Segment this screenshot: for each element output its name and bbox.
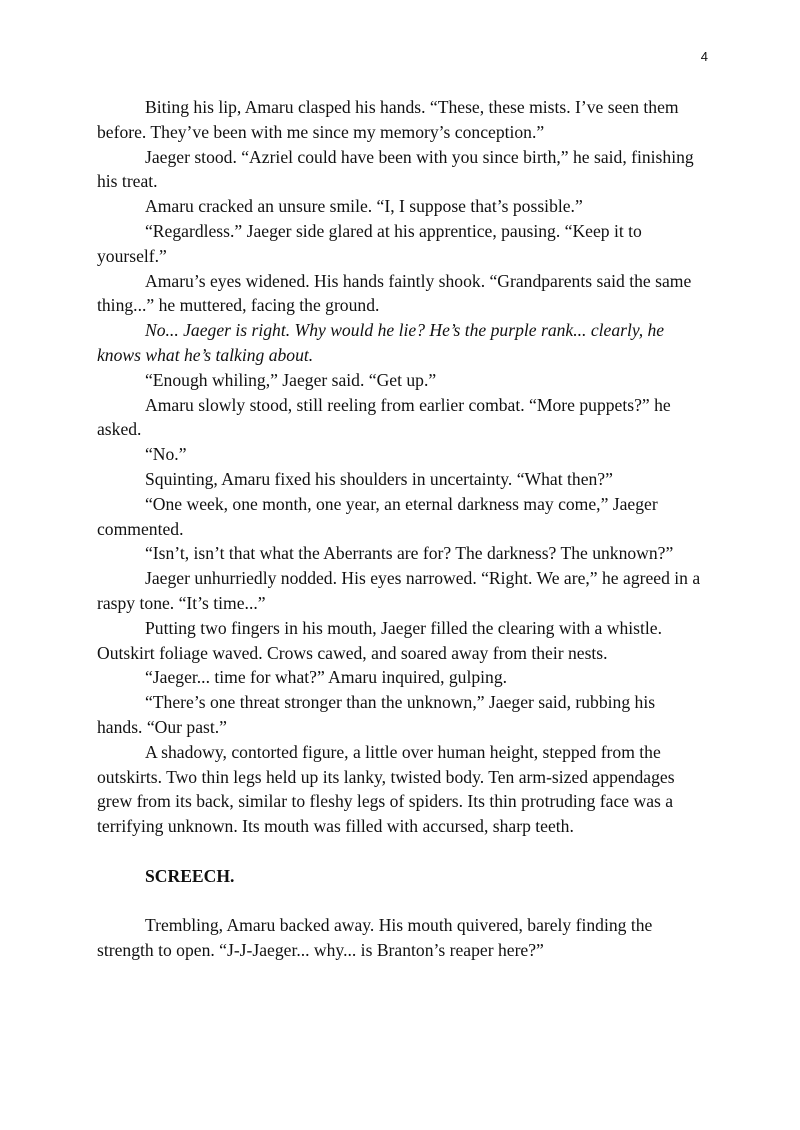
paragraph: Biting his lip, Amaru clasped his hands. “These, these mists. I’ve seen them before. They’ve been with me since my memory’s conception.” [97, 97, 679, 142]
paragraph: Trembling, Amaru backed away. His mouth quivered, barely finding the strength to open. “J-J-Jaeger... why... is Branton’s reaper here?” [97, 915, 653, 961]
paragraph: Jaeger unhurriedly nodded. His eyes narrowed. “Right. We are,” he agreed in a raspy tone. “It’s time...” [97, 568, 701, 613]
paragraph: “Regardless.” Jaeger side glared at his apprentice, pausing. “Keep it to yourself.” [97, 220, 642, 266]
paragraph: “Jaeger... time for what?” Amaru inquired, gulping. [145, 667, 508, 688]
paragraph: “Enough whiling,” Jaeger said. “Get up.” [145, 369, 437, 390]
paragraph: “There’s one threat stronger than the unknown,” Jaeger said, rubbing his hands. “Our past.” [97, 692, 656, 737]
paragraph: Squinting, Amaru fixed his shoulders in uncertainty. “What then?” [145, 468, 613, 489]
paragraph: Amaru’s eyes widened. His hands faintly shook. “Grandparents said the same thing...” he muttered, facing the ground. [97, 270, 692, 316]
paragraph: “Isn’t, isn’t that what the Aberrants are for? The darkness? The unknown?” [145, 543, 674, 564]
paragraph: “No.” [145, 444, 187, 465]
page-number: 4 [700, 49, 708, 64]
paragraph: “One week, one month, one year, an eternal darkness may come,” Jaeger commented. [97, 493, 658, 539]
body-text [97, 95, 703, 963]
internal-thought-paragraph: No... Jaeger is right. Why would he lie? He’s the purple rank... clearly, he knows what he’s talking about. [97, 320, 665, 365]
paragraph: Amaru cracked an unsure smile. “I, I suppose that’s possible.” [145, 196, 583, 217]
paragraph: A shadowy, contorted figure, a little over human height, stepped from the outskirts. Two thin legs held up its lanky, twisted body. Ten arm-sized appendages grew from its back, similar to fleshy legs of spiders. Its thin protruding face was a terrifying unknown. Its mouth was filled with accursed, sharp teeth. [97, 741, 675, 837]
paragraph: Amaru slowly stood, still reeling from earlier combat. “More puppets?” he asked. [97, 394, 671, 440]
paragraph: Putting two fingers in his mouth, Jaeger filled the clearing with a whistle. Outskirt foliage waved. Crows cawed, and soared away from their nests. [97, 617, 662, 663]
sound-effect-heading: SCREECH. [145, 865, 235, 886]
paragraph: Jaeger stood. “Azriel could have been with you since birth,” he said, finishing his treat. [97, 146, 694, 192]
